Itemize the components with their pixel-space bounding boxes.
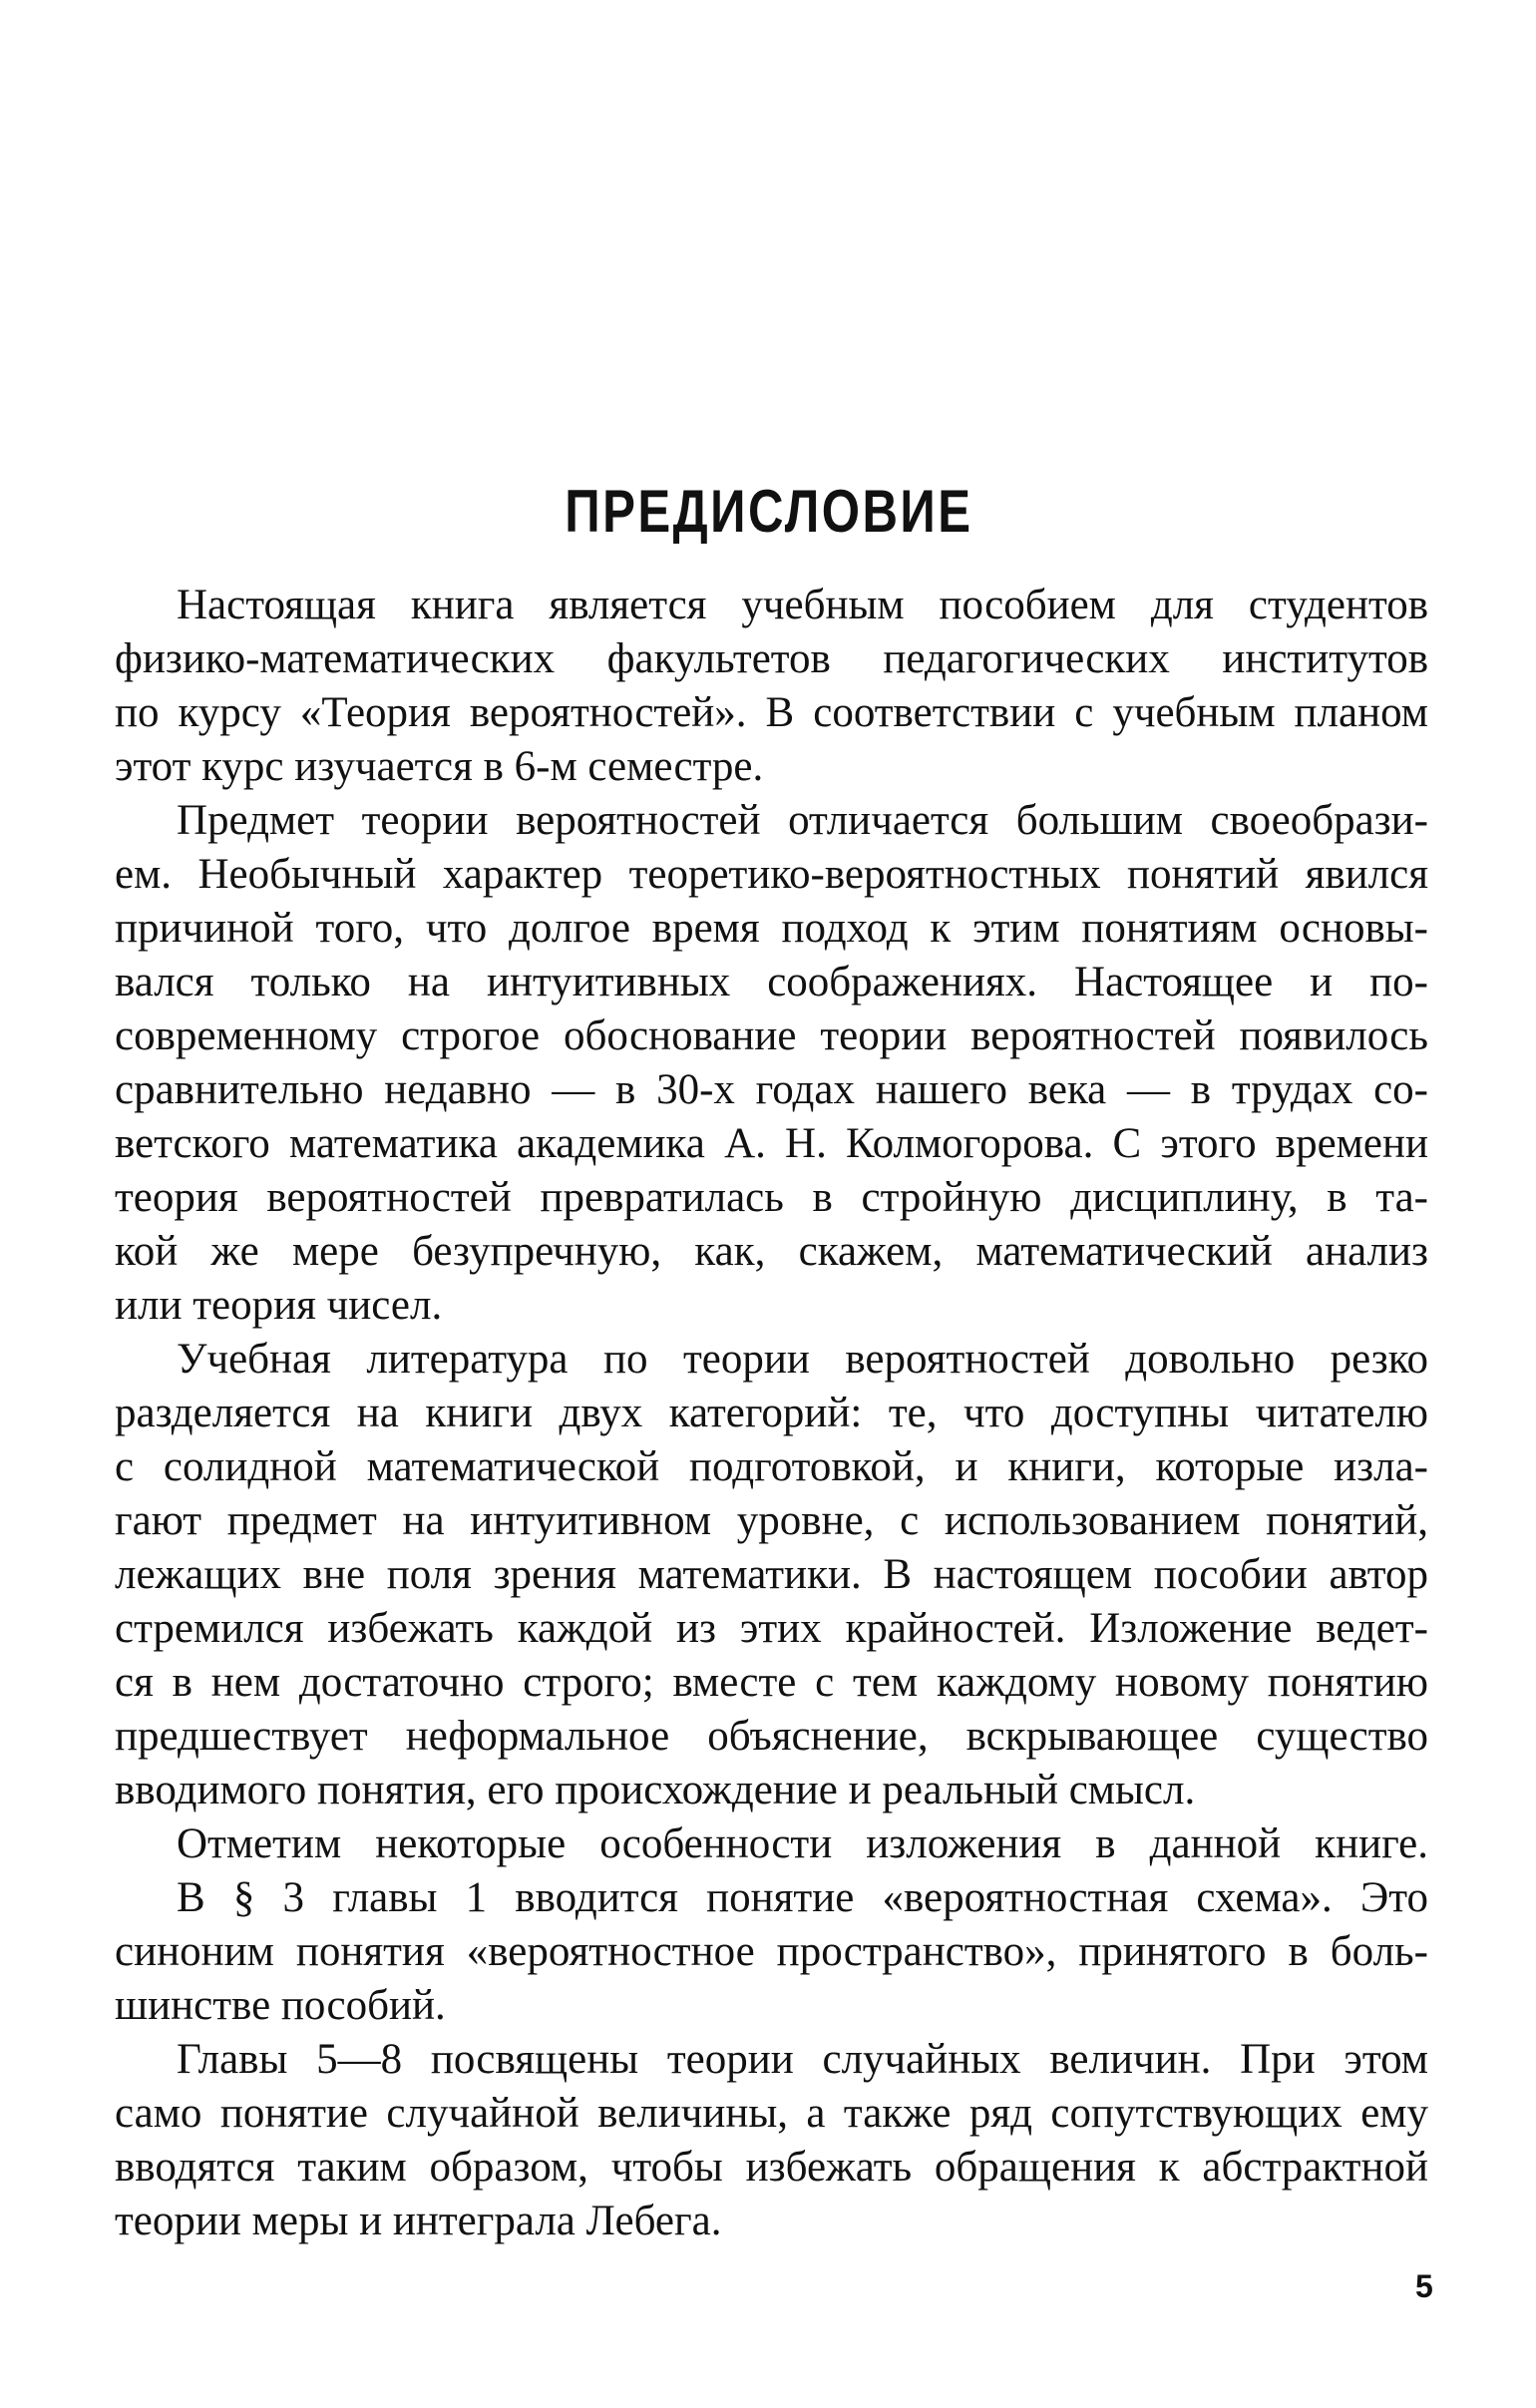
text-line: по курсу «Теория вероятностей». В соответствии с учебным планом bbox=[115, 689, 1428, 736]
text-line: предшествует неформальное объяснение, вскрывающее существо bbox=[115, 1713, 1428, 1760]
text-line: ем. Необычный характер теоретико-вероятностных понятий явился bbox=[115, 851, 1428, 898]
text-line: кой же мере безупречную, как, скажем, математический анализ bbox=[115, 1228, 1428, 1275]
text-line: вался только на интуитивных соображениях. Настоящее и по- bbox=[115, 959, 1428, 1005]
text-line: современному строгое обоснование теории вероятностей появилось bbox=[115, 1012, 1428, 1059]
page-number: 5 bbox=[1415, 2268, 1433, 2304]
text-line: шинстве пособий. bbox=[115, 1982, 446, 2029]
paragraph bbox=[115, 794, 1428, 1333]
text-line: Главы 5—8 посвящены теории случайных величин. При этом bbox=[177, 2036, 1428, 2083]
text-line: вводимого понятия, его происхождение и реальный смысл. bbox=[115, 1767, 1196, 1813]
text-line: или теория чисел. bbox=[115, 1282, 443, 1329]
paragraph bbox=[115, 1871, 1428, 2033]
text-line: разделяется на книги двух категорий: те, что доступны читателю bbox=[115, 1390, 1428, 1436]
text-line: вводятся таким образом, чтобы избежать обращения к абстрактной bbox=[115, 2144, 1428, 2191]
paragraph bbox=[115, 579, 1428, 794]
text-line: гают предмет на интуитивном уровне, с использованием понятий, bbox=[115, 1497, 1428, 1544]
text-line: Отметим некоторые особенности изложения в данной книге. bbox=[177, 1820, 1428, 1867]
text-line: этот курс изучается в 6-м семестре. bbox=[115, 743, 764, 790]
text-line: само понятие случайной величины, а также ряд сопутствующих ему bbox=[115, 2090, 1428, 2137]
text-line: синоним понятия «вероятностное пространство», принятого в боль- bbox=[115, 1928, 1428, 1975]
text-line: лежащих вне поля зрения математики. В настоящем пособии автор bbox=[115, 1551, 1428, 1598]
text-line: теории меры и интеграла Лебега. bbox=[115, 2198, 722, 2244]
paragraph bbox=[115, 1817, 1428, 1871]
paragraph bbox=[115, 1333, 1428, 1817]
text-line: стремился избежать каждой из этих крайностей. Изложение ведет- bbox=[115, 1605, 1428, 1652]
text-line: Учебная литература по теории вероятностей довольно резко bbox=[177, 1336, 1428, 1383]
text-line: ся в нем достаточно строго; вместе с тем каждому новому понятию bbox=[115, 1659, 1428, 1706]
text-line: В § 3 главы 1 вводится понятие «вероятностная схема». Это bbox=[177, 1874, 1428, 1921]
text-line: Настоящая книга является учебным пособием для студентов bbox=[177, 582, 1428, 628]
paragraph bbox=[115, 2033, 1428, 2248]
text-line: Предмет теории вероятностей отличается большим своеобрази- bbox=[177, 797, 1428, 844]
body-text bbox=[115, 579, 1428, 2248]
text-line: физико-математических факультетов педагогических институтов bbox=[115, 635, 1428, 682]
text-line: ветского математика академика А. Н. Колмогорова. С этого времени bbox=[115, 1120, 1428, 1167]
text-line: теория вероятностей превратилась в стройную дисциплину, в та- bbox=[115, 1174, 1428, 1221]
text-line: сравнительно недавно — в 30-х годах нашего века — в трудах со- bbox=[115, 1066, 1428, 1113]
text-line: причиной того, что долгое время подход к этим понятиям основы- bbox=[115, 905, 1428, 952]
page-title: ПРЕДИСЛОВИЕ bbox=[565, 478, 973, 545]
text-line: с солидной математической подготовкой, и книги, которые изла- bbox=[115, 1443, 1428, 1490]
